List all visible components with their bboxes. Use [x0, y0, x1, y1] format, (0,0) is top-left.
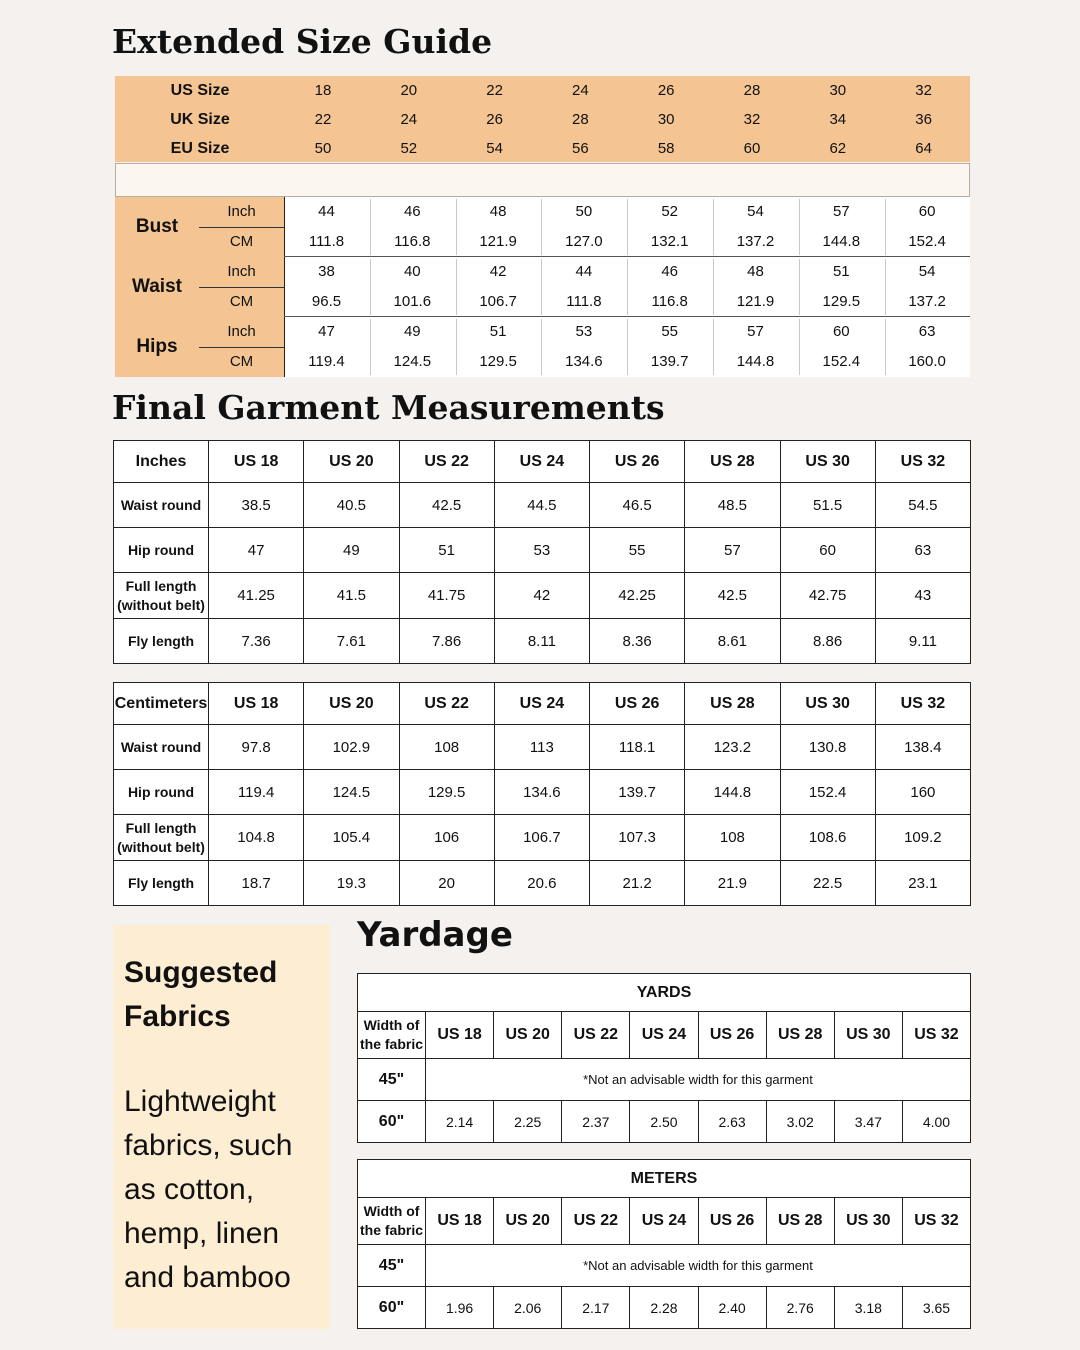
- measurement-cell: 49: [304, 528, 399, 573]
- measurement-inch-value: 47: [318, 323, 335, 340]
- table-row: [358, 1101, 971, 1143]
- size-header-value: 58: [657, 140, 675, 157]
- measurement-name: Hips: [136, 336, 178, 357]
- size-column-header: US 30: [780, 441, 875, 483]
- corner-label-line: Width of: [363, 1203, 420, 1219]
- table-row: [358, 1059, 971, 1101]
- row-label-line: (without belt): [117, 838, 205, 855]
- measurement-cell: 109.2: [875, 815, 970, 861]
- size-column-header: US 28: [766, 1012, 834, 1059]
- yardage-cell: 3.02: [766, 1101, 834, 1143]
- measurement-cell: 106.7: [494, 815, 589, 861]
- yardage-cell: 3.65: [902, 1287, 970, 1329]
- measurement-cell: 113: [494, 725, 589, 770]
- measurement-inch-value: 49: [403, 323, 421, 340]
- column-separator: [627, 199, 628, 255]
- table-row: [114, 770, 971, 815]
- garment-inches-table: [113, 440, 971, 664]
- measurement-cell: 57: [685, 528, 780, 573]
- size-column-header: US 24: [630, 1198, 698, 1245]
- table-row: [114, 725, 971, 770]
- size-spacer-bar: [115, 163, 970, 197]
- yardage-caption: YARDS: [358, 974, 971, 1012]
- unit-label-cm: CM: [229, 293, 254, 310]
- measurement-cell: 22.5: [780, 861, 875, 906]
- measurement-inch-value: 50: [575, 203, 593, 220]
- column-separator: [370, 319, 371, 375]
- measurement-cell: 19.3: [304, 861, 399, 906]
- measurement-cell: 23.1: [875, 861, 970, 906]
- measurement-cm-value: 96.5: [311, 293, 342, 310]
- size-header-band: [115, 76, 970, 162]
- corner-label-line: Width of: [363, 1017, 420, 1033]
- size-column-header: US 22: [399, 683, 494, 725]
- measurement-cm-value: 129.5: [479, 353, 517, 370]
- size-column-header: US 28: [685, 683, 780, 725]
- corner-label-line: the fabric: [359, 1036, 423, 1052]
- measurement-cell: 42.25: [590, 573, 685, 619]
- measurement-cell: 8.61: [685, 619, 780, 664]
- suggested-fabrics-box: [113, 925, 330, 1329]
- measurement-cell: 38.5: [209, 483, 304, 528]
- size-column-header: US 26: [590, 683, 685, 725]
- measurement-block-hips: [115, 317, 970, 377]
- yardage-caption-row: [358, 1160, 971, 1198]
- measurement-cell: 63: [875, 528, 970, 573]
- measurement-cell: 8.86: [780, 619, 875, 664]
- size-column-header: US 20: [494, 1198, 562, 1245]
- measurement-inch-value: 60: [832, 323, 850, 340]
- row-label: 45": [358, 1245, 426, 1287]
- measurement-cm-value: 152.4: [822, 353, 861, 370]
- measurement-cm-value: 152.4: [908, 233, 946, 250]
- size-column-header: US 18: [209, 441, 304, 483]
- measurement-cm-value: 121.9: [479, 233, 517, 250]
- measurement-inch-value: 44: [318, 203, 335, 220]
- size-header-value: 50: [314, 140, 332, 157]
- size-header-value: 30: [829, 82, 847, 99]
- measurement-cm-value: 111.8: [566, 293, 602, 310]
- size-header-value: 30: [657, 111, 675, 128]
- measurement-cell: 46.5: [590, 483, 685, 528]
- measurement-cell: 53: [494, 528, 589, 573]
- size-header-value: 32: [915, 82, 932, 99]
- measurement-cm-value: 101.6: [393, 293, 432, 310]
- table-row: [358, 1287, 971, 1329]
- measurement-cell: 108.6: [780, 815, 875, 861]
- column-separator: [885, 259, 886, 315]
- measurement-cell: 123.2: [685, 725, 780, 770]
- table-row: [114, 528, 971, 573]
- unit-label-inch: Inch: [227, 323, 256, 340]
- measurement-inch-value: 42: [489, 263, 507, 280]
- measurement-inch-value: 51: [832, 263, 850, 280]
- yardage-cell: 2.28: [630, 1287, 698, 1329]
- column-separator: [456, 259, 457, 315]
- measurement-cm-value: 139.7: [650, 353, 689, 370]
- measurement-cell: 54.5: [875, 483, 970, 528]
- size-column-header: US 20: [304, 683, 399, 725]
- size-guide-title: Extended Size Guide: [112, 22, 493, 61]
- unit-label-inch: Inch: [227, 203, 256, 220]
- yardage-cell: 2.17: [562, 1287, 630, 1329]
- size-header-value: 24: [400, 111, 418, 128]
- measurement-inch-value: 48: [489, 203, 507, 220]
- measurement-cm-value: 137.2: [908, 293, 946, 310]
- measurement-cm-value: 119.4: [308, 353, 345, 370]
- measurement-cell: 102.9: [304, 725, 399, 770]
- size-column-header: US 20: [494, 1012, 562, 1059]
- size-header-label: US Size: [170, 82, 230, 99]
- yardage-cell: 2.50: [630, 1101, 698, 1143]
- table-header-row: [358, 1198, 971, 1245]
- measurement-cell: 108: [685, 815, 780, 861]
- table-header-row: [358, 1012, 971, 1059]
- row-label: 45": [358, 1059, 426, 1101]
- size-header-value: 20: [400, 82, 418, 99]
- yardage-yards-table: [357, 973, 971, 1143]
- size-column-header: US 28: [766, 1198, 834, 1245]
- measurement-cm-value: 144.8: [736, 353, 775, 370]
- row-label: Hip round: [114, 770, 209, 815]
- measurement-cell: 20: [399, 861, 494, 906]
- measurement-cell: 41.25: [209, 573, 304, 619]
- measurement-name: Bust: [135, 216, 179, 237]
- table-row: [114, 861, 971, 906]
- size-column-header: US 30: [834, 1198, 902, 1245]
- measurement-inch-value: 54: [918, 263, 936, 280]
- column-separator: [885, 199, 886, 255]
- measurement-cell: 8.11: [494, 619, 589, 664]
- size-column-header: US 28: [685, 441, 780, 483]
- measurement-cell: 42.5: [685, 573, 780, 619]
- column-separator: [456, 199, 457, 255]
- measurement-inch-value: 63: [918, 323, 936, 340]
- measurement-cell: 60: [780, 528, 875, 573]
- measurement-cell: 139.7: [590, 770, 685, 815]
- column-separator: [627, 259, 628, 315]
- row-label: [114, 573, 209, 619]
- size-column-header: US 22: [562, 1198, 630, 1245]
- measurement-cm-value: 124.5: [393, 353, 432, 370]
- table-row: [358, 1245, 971, 1287]
- size-column-header: US 24: [494, 683, 589, 725]
- table-header-row: [114, 441, 971, 483]
- measurement-cm-value: 160.0: [908, 353, 946, 370]
- measurement-cm-value: 144.8: [822, 233, 861, 250]
- size-column-header: US 18: [426, 1012, 494, 1059]
- yardage-cell: 2.40: [698, 1287, 766, 1329]
- measurement-cell: 42.75: [780, 573, 875, 619]
- size-header-row: [115, 76, 970, 105]
- measurement-cell: 124.5: [304, 770, 399, 815]
- column-separator: [713, 199, 714, 255]
- row-label: [114, 815, 209, 861]
- fabrics-text: Lightweight fabrics, such as cotton, hemp, linen and bamboo: [124, 1085, 293, 1294]
- size-header-value: 18: [314, 82, 332, 99]
- table-corner-label: [358, 1012, 426, 1059]
- size-header-value: 26: [486, 111, 503, 128]
- table-corner-label: Centimeters: [114, 683, 209, 725]
- measurement-cell: 118.1: [590, 725, 685, 770]
- measurement-cell: 41.5: [304, 573, 399, 619]
- measurement-inch-value: 53: [575, 323, 593, 340]
- garment-title: Final Garment Measurements: [112, 388, 665, 427]
- size-column-header: US 32: [902, 1198, 970, 1245]
- fabrics-title: [124, 951, 324, 1039]
- size-column-header: US 30: [780, 683, 875, 725]
- size-header-value: 22: [486, 82, 503, 99]
- row-label: Fly length: [114, 861, 209, 906]
- yardage-cell: 2.06: [494, 1287, 562, 1329]
- size-header-value: 60: [743, 140, 761, 157]
- measurement-inch-value: 46: [661, 263, 679, 280]
- size-header-label: UK Size: [170, 111, 230, 128]
- measurement-cell: 144.8: [685, 770, 780, 815]
- measurement-cell: 105.4: [304, 815, 399, 861]
- measurement-cell: 55: [590, 528, 685, 573]
- size-header-value: 52: [400, 140, 418, 157]
- yardage-caption: METERS: [358, 1160, 971, 1198]
- measurement-cell: 42.5: [399, 483, 494, 528]
- column-separator: [885, 319, 886, 375]
- measurement-cell: 41.75: [399, 573, 494, 619]
- row-label: Hip round: [114, 528, 209, 573]
- column-separator: [713, 319, 714, 375]
- size-column-header: US 26: [590, 441, 685, 483]
- column-separator: [799, 199, 800, 255]
- measurement-cell: 40.5: [304, 483, 399, 528]
- measurement-cell: 129.5: [399, 770, 494, 815]
- yardage-cell: 2.63: [698, 1101, 766, 1143]
- measurement-cell: 138.4: [875, 725, 970, 770]
- measurement-cell: 160: [875, 770, 970, 815]
- yardage-cell: 3.47: [834, 1101, 902, 1143]
- measurement-cell: 51: [399, 528, 494, 573]
- measurement-inch-value: 38: [318, 263, 335, 280]
- measurement-cm-value: 111.8: [308, 233, 345, 250]
- size-header-row: [115, 105, 970, 134]
- size-header-value: 24: [572, 82, 589, 99]
- size-column-header: US 32: [875, 441, 970, 483]
- size-header-value: 62: [829, 140, 847, 157]
- measurement-cm-value: 106.7: [479, 293, 517, 310]
- measurement-cell: 119.4: [209, 770, 304, 815]
- size-column-header: US 24: [494, 441, 589, 483]
- table-header-row: [114, 683, 971, 725]
- yardage-cell: 1.96: [426, 1287, 494, 1329]
- measurement-cell: 104.8: [209, 815, 304, 861]
- yardage-cell: 2.14: [426, 1101, 494, 1143]
- yardage-cell: 2.37: [562, 1101, 630, 1143]
- measurement-inch-value: 44: [575, 263, 593, 280]
- size-column-header: US 18: [209, 683, 304, 725]
- table-row: [114, 573, 971, 619]
- measurement-cell: 48.5: [685, 483, 780, 528]
- table-corner-label: Inches: [114, 441, 209, 483]
- size-header-value: 64: [915, 140, 932, 157]
- measurement-block-waist: [115, 257, 970, 317]
- measurement-cell: 152.4: [780, 770, 875, 815]
- measurement-inch-value: 52: [661, 203, 679, 220]
- measurement-cell: 51.5: [780, 483, 875, 528]
- size-header-value: 54: [486, 140, 503, 157]
- size-header-value: 22: [314, 111, 332, 128]
- measurement-inch-value: 51: [489, 323, 507, 340]
- row-label: 60": [358, 1101, 426, 1143]
- measurement-cm-value: 116.8: [651, 293, 688, 310]
- measurement-cell: 7.86: [399, 619, 494, 664]
- yardage-cell: 3.18: [834, 1287, 902, 1329]
- yardage-cell: 4.00: [902, 1101, 970, 1143]
- column-separator: [713, 259, 714, 315]
- table-row: [114, 619, 971, 664]
- measurement-cell: 107.3: [590, 815, 685, 861]
- yardage-meters-table: [357, 1159, 971, 1329]
- measurement-inch-value: 54: [747, 203, 764, 220]
- size-header-label: EU Size: [170, 140, 230, 157]
- row-label-line: Full length: [125, 577, 197, 594]
- measurement-cell: 97.8: [209, 725, 304, 770]
- size-column-header: US 26: [698, 1012, 766, 1059]
- unit-label-cm: CM: [229, 353, 254, 370]
- measurement-inch-value: 60: [918, 203, 936, 220]
- measurement-cell: 42: [494, 573, 589, 619]
- column-separator: [541, 319, 542, 375]
- size-header-value: 32: [743, 111, 761, 128]
- size-header-value: 56: [572, 140, 589, 157]
- row-label: Fly length: [114, 619, 209, 664]
- measurement-cm-value: 137.2: [736, 233, 775, 250]
- measurement-cell: 134.6: [494, 770, 589, 815]
- column-separator: [456, 319, 457, 375]
- column-separator: [541, 259, 542, 315]
- table-row: [114, 483, 971, 528]
- measurement-cell: 21.2: [590, 861, 685, 906]
- unit-label-cm: CM: [229, 233, 254, 250]
- row-label-line: Full length: [125, 819, 197, 836]
- measurement-cm-value: 116.8: [394, 233, 431, 250]
- table-row: [114, 815, 971, 861]
- column-separator: [541, 199, 542, 255]
- measurement-cell: 130.8: [780, 725, 875, 770]
- size-header-value: 36: [915, 111, 932, 128]
- yardage-cell: 2.25: [494, 1101, 562, 1143]
- yardage-title: Yardage: [357, 915, 513, 955]
- measurement-block-bust: [115, 197, 970, 257]
- not-advisable-note: *Not an advisable width for this garment: [426, 1059, 971, 1101]
- fabrics-title-line: Suggested: [124, 956, 278, 989]
- size-column-header: US 22: [562, 1012, 630, 1059]
- measurement-cell: 7.36: [209, 619, 304, 664]
- size-header-value: 28: [743, 82, 761, 99]
- measurement-cell: 9.11: [875, 619, 970, 664]
- column-separator: [370, 199, 371, 255]
- column-separator: [627, 319, 628, 375]
- size-column-header: US 32: [875, 683, 970, 725]
- size-column-header: US 26: [698, 1198, 766, 1245]
- size-column-header: US 20: [304, 441, 399, 483]
- measurement-cm-value: 134.6: [565, 353, 603, 370]
- measurement-inch-value: 57: [832, 203, 850, 220]
- measurement-cell: 44.5: [494, 483, 589, 528]
- yardage-caption-row: [358, 974, 971, 1012]
- unit-label-inch: Inch: [227, 263, 256, 280]
- yardage-cell: 2.76: [766, 1287, 834, 1329]
- measurement-inch-value: 57: [747, 323, 764, 340]
- measurement-cell: 8.36: [590, 619, 685, 664]
- measurement-cell: 47: [209, 528, 304, 573]
- garment-cm-table: [113, 682, 971, 906]
- size-header-value: 28: [572, 111, 589, 128]
- row-label: 60": [358, 1287, 426, 1329]
- measurement-name: Waist: [132, 276, 182, 297]
- table-corner-label: [358, 1198, 426, 1245]
- measurement-cell: 20.6: [494, 861, 589, 906]
- fabrics-title-line: Fabrics: [124, 1000, 231, 1033]
- size-column-header: US 22: [399, 441, 494, 483]
- measurement-cm-value: 121.9: [736, 293, 775, 310]
- size-header-value: 34: [829, 111, 847, 128]
- row-label: Waist round: [114, 483, 209, 528]
- corner-label-line: the fabric: [359, 1222, 423, 1238]
- measurement-cell: 21.9: [685, 861, 780, 906]
- column-separator: [799, 259, 800, 315]
- column-separator: [799, 319, 800, 375]
- size-header-row: [115, 134, 970, 163]
- measurement-cm-value: 127.0: [565, 233, 603, 250]
- measurement-cell: 7.61: [304, 619, 399, 664]
- row-label-line: (without belt): [117, 596, 205, 613]
- size-column-header: US 30: [834, 1012, 902, 1059]
- measurement-cell: 106: [399, 815, 494, 861]
- measurement-cm-value: 132.1: [650, 233, 689, 250]
- size-column-header: US 24: [630, 1012, 698, 1059]
- measurement-inch-value: 46: [403, 203, 421, 220]
- not-advisable-note: *Not an advisable width for this garment: [426, 1245, 971, 1287]
- measurement-cell: 18.7: [209, 861, 304, 906]
- measurement-inch-value: 48: [747, 263, 764, 280]
- measurement-cm-value: 129.5: [822, 293, 861, 310]
- measurement-cell: 43: [875, 573, 970, 619]
- size-header-value: 26: [657, 82, 675, 99]
- measurement-inch-value: 40: [403, 263, 421, 280]
- measurement-inch-value: 55: [661, 323, 679, 340]
- measurement-cell: 108: [399, 725, 494, 770]
- column-separator: [370, 259, 371, 315]
- size-column-header: US 32: [902, 1012, 970, 1059]
- row-label: Waist round: [114, 725, 209, 770]
- size-column-header: US 18: [426, 1198, 494, 1245]
